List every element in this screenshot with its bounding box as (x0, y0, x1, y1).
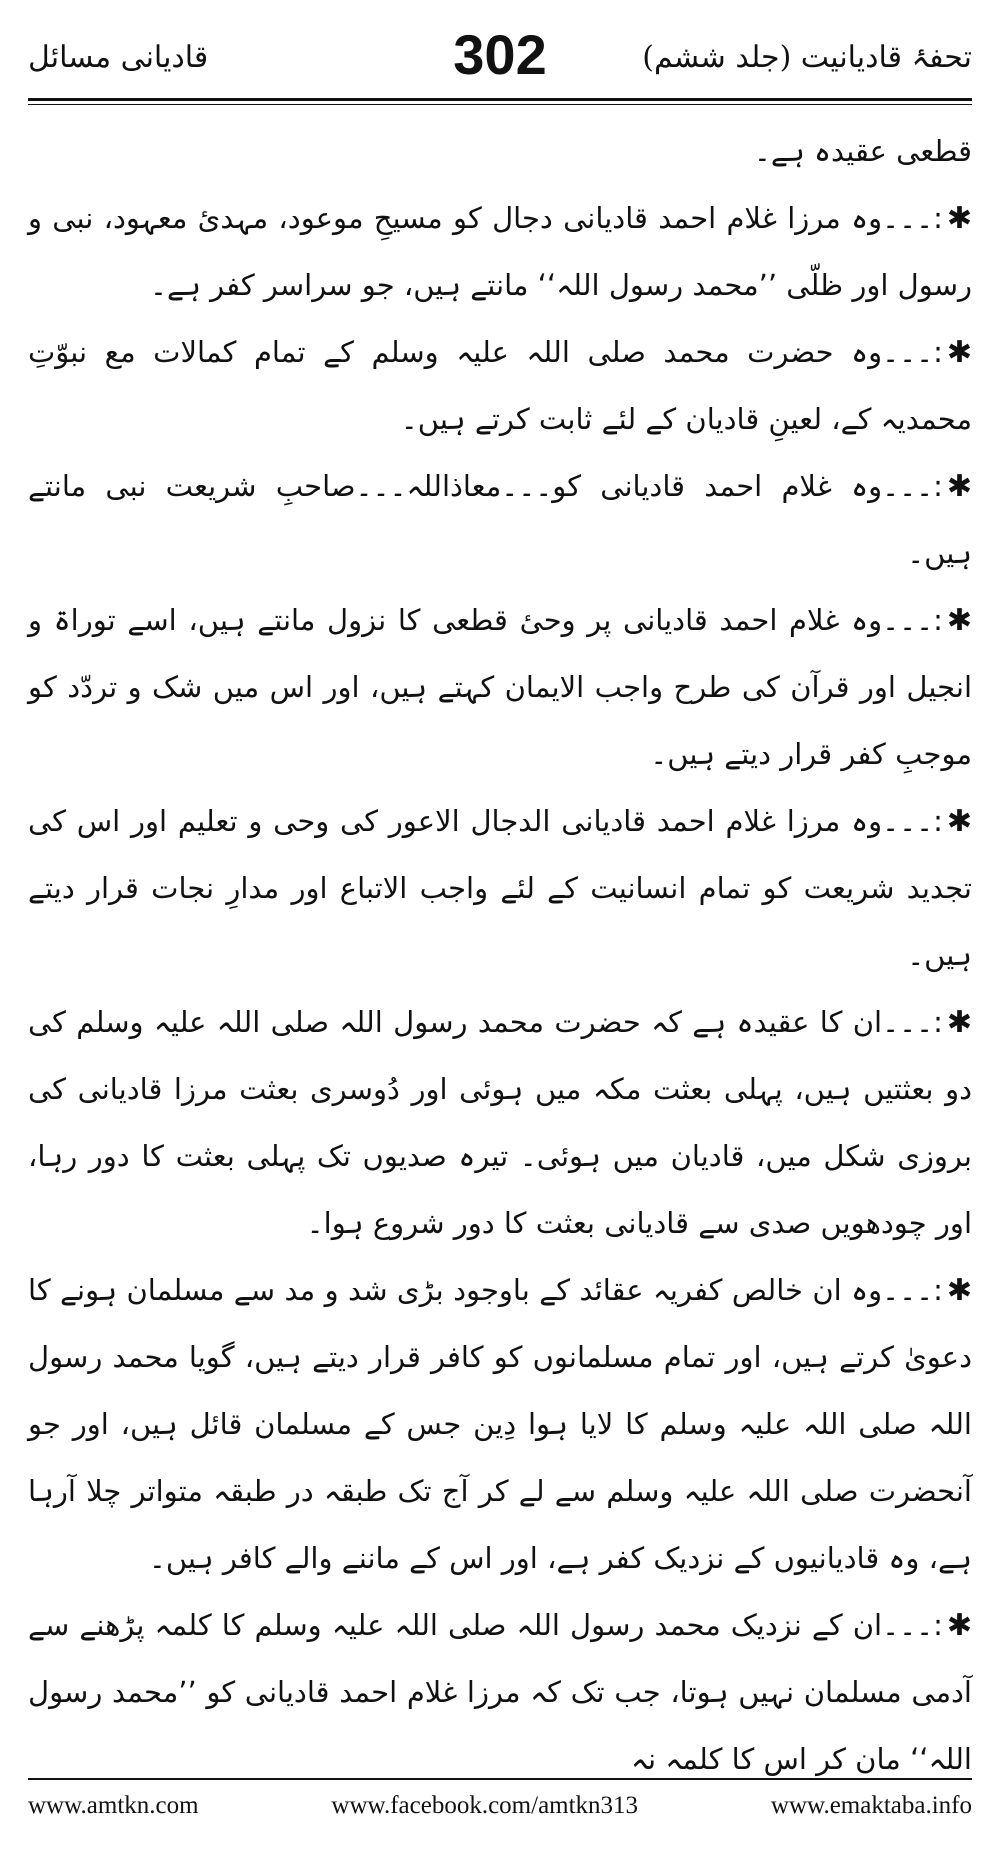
footer-link-emaktaba[interactable]: www.emaktaba.info (770, 1792, 972, 1819)
paragraph-text: :۔۔۔ان کا عقیدہ ہے کہ حضرت محمد رسول اللہ صلی اللہ علیہ وسلم کی دو بعثتیں ہیں، پہلی بعثت مکہ میں ہوئی اور دُوسری بعثت مرزا قادیانی کی بروزی شکل میں، قادیان میں ہوئی۔ تیرہ صدیوں تک پہلی بعثت کا دور رہا، اور چودھویں صدی سے قادیانی بعثت کا دور شروع ہوا۔ (28, 1005, 972, 1240)
paragraph-text: :۔۔۔وہ ان خالص کفریہ عقائد کے باوجود بڑی شد و مد سے مسلمان ہونے کا دعویٰ کرتے ہیں، اور تمام مسلمانوں کو کافر قرار دیتے ہیں، گویا محمد رسول اللہ صلی اللہ علیہ وسلم کا لایا ہوا دِین جس کے مسلمان قائل ہیں، اور جو آنحضرت صلی اللہ علیہ وسلم سے لے کر آج تک طبقہ در طبقہ متواتر چلا آرہا ہے، وہ قادیانیوں کے نزدیک کفر ہے، اور اس کے ماننے والے کافر ہیں۔ (28, 1273, 972, 1575)
paragraph-bullet (28, 319, 972, 453)
paragraph-text: قطعی عقیدہ ہے۔ (753, 134, 972, 168)
footer-rule (28, 1778, 972, 1780)
star-bullet-icon: ✱ (946, 1273, 972, 1308)
star-bullet-icon: ✱ (946, 335, 972, 370)
paragraph-bullet (28, 453, 972, 587)
paragraph-text: :۔۔۔وہ حضرت محمد صلی اللہ علیہ وسلم کے تمام کمالات مع نبوّتِ محمدیہ کے، لعینِ قادیان کے لئے ثابت کرتے ہیں۔ (28, 335, 972, 436)
paragraph-bullet (28, 1257, 972, 1592)
paragraph-bullet (28, 587, 972, 788)
star-bullet-icon: ✱ (946, 1005, 972, 1040)
star-bullet-icon: ✱ (946, 1608, 972, 1643)
page-footer (28, 1786, 972, 1826)
star-bullet-icon: ✱ (946, 469, 972, 504)
paragraph-bullet (28, 788, 972, 989)
paragraph-text: :۔۔۔ان کے نزدیک محمد رسول اللہ صلی اللہ علیہ وسلم کا کلمہ پڑھنے سے آدمی مسلمان نہیں ہوتا، جب تک کہ مرزا غلام احمد قادیانی کو ’’محمد رسول اللہ‘‘ مان کر اس کا کلمہ نہ (28, 1608, 972, 1776)
header-rule-thin (28, 104, 972, 105)
page-number: 302 (453, 23, 547, 86)
header-rule-thick (28, 98, 972, 101)
header-book-title: تحفۂ قادیانیت (جلد ششم) (642, 39, 972, 75)
paragraph-text: :۔۔۔وہ غلام احمد قادیانی کو۔۔۔معاذاللہ۔۔۔صاحبِ شریعت نبی مانتے ہیں۔ (28, 469, 972, 570)
paragraph-text: :۔۔۔وہ غلام احمد قادیانی پر وحیٔ قطعی کا نزول مانتے ہیں، اسے توراۃ و انجیل اور قرآن کی طرح واجب الایمان کہتے ہیں، اور اس میں شک و تردّد کو موجبِ کفر قرار دیتے ہیں۔ (28, 603, 972, 771)
page-header (28, 18, 972, 96)
star-bullet-icon: ✱ (946, 804, 972, 839)
header-topic: قادیانی مسائل (28, 39, 209, 75)
paragraph-bullet (28, 185, 972, 319)
star-bullet-icon: ✱ (946, 201, 972, 236)
paragraph-text: :۔۔۔وہ مرزا غلام احمد قادیانی الدجال الاعور کی وحی و تعلیم اور اس کی تجدید شریعت کو تمام انسانیت کے لئے واجب الاتباع اور مدارِ نجات قرار دیتے ہیں۔ (28, 804, 972, 972)
body-text (28, 118, 972, 1776)
paragraph-bullet (28, 1592, 972, 1793)
paragraph-bullet (28, 989, 972, 1257)
star-bullet-icon: ✱ (946, 603, 972, 638)
footer-link-facebook[interactable]: www.facebook.com/amtkn313 (331, 1792, 639, 1819)
footer-link-amtkn[interactable]: www.amtkn.com (28, 1792, 199, 1819)
paragraph-continuation (28, 118, 972, 185)
paragraph-text: :۔۔۔وہ مرزا غلام احمد قادیانی دجال کو مسیحِ موعود، مہدیٔ معہود، نبی و رسول اور ظلّی ’’محمد رسول اللہ‘‘ مانتے ہیں، جو سراسر کفر ہے۔ (28, 201, 972, 302)
